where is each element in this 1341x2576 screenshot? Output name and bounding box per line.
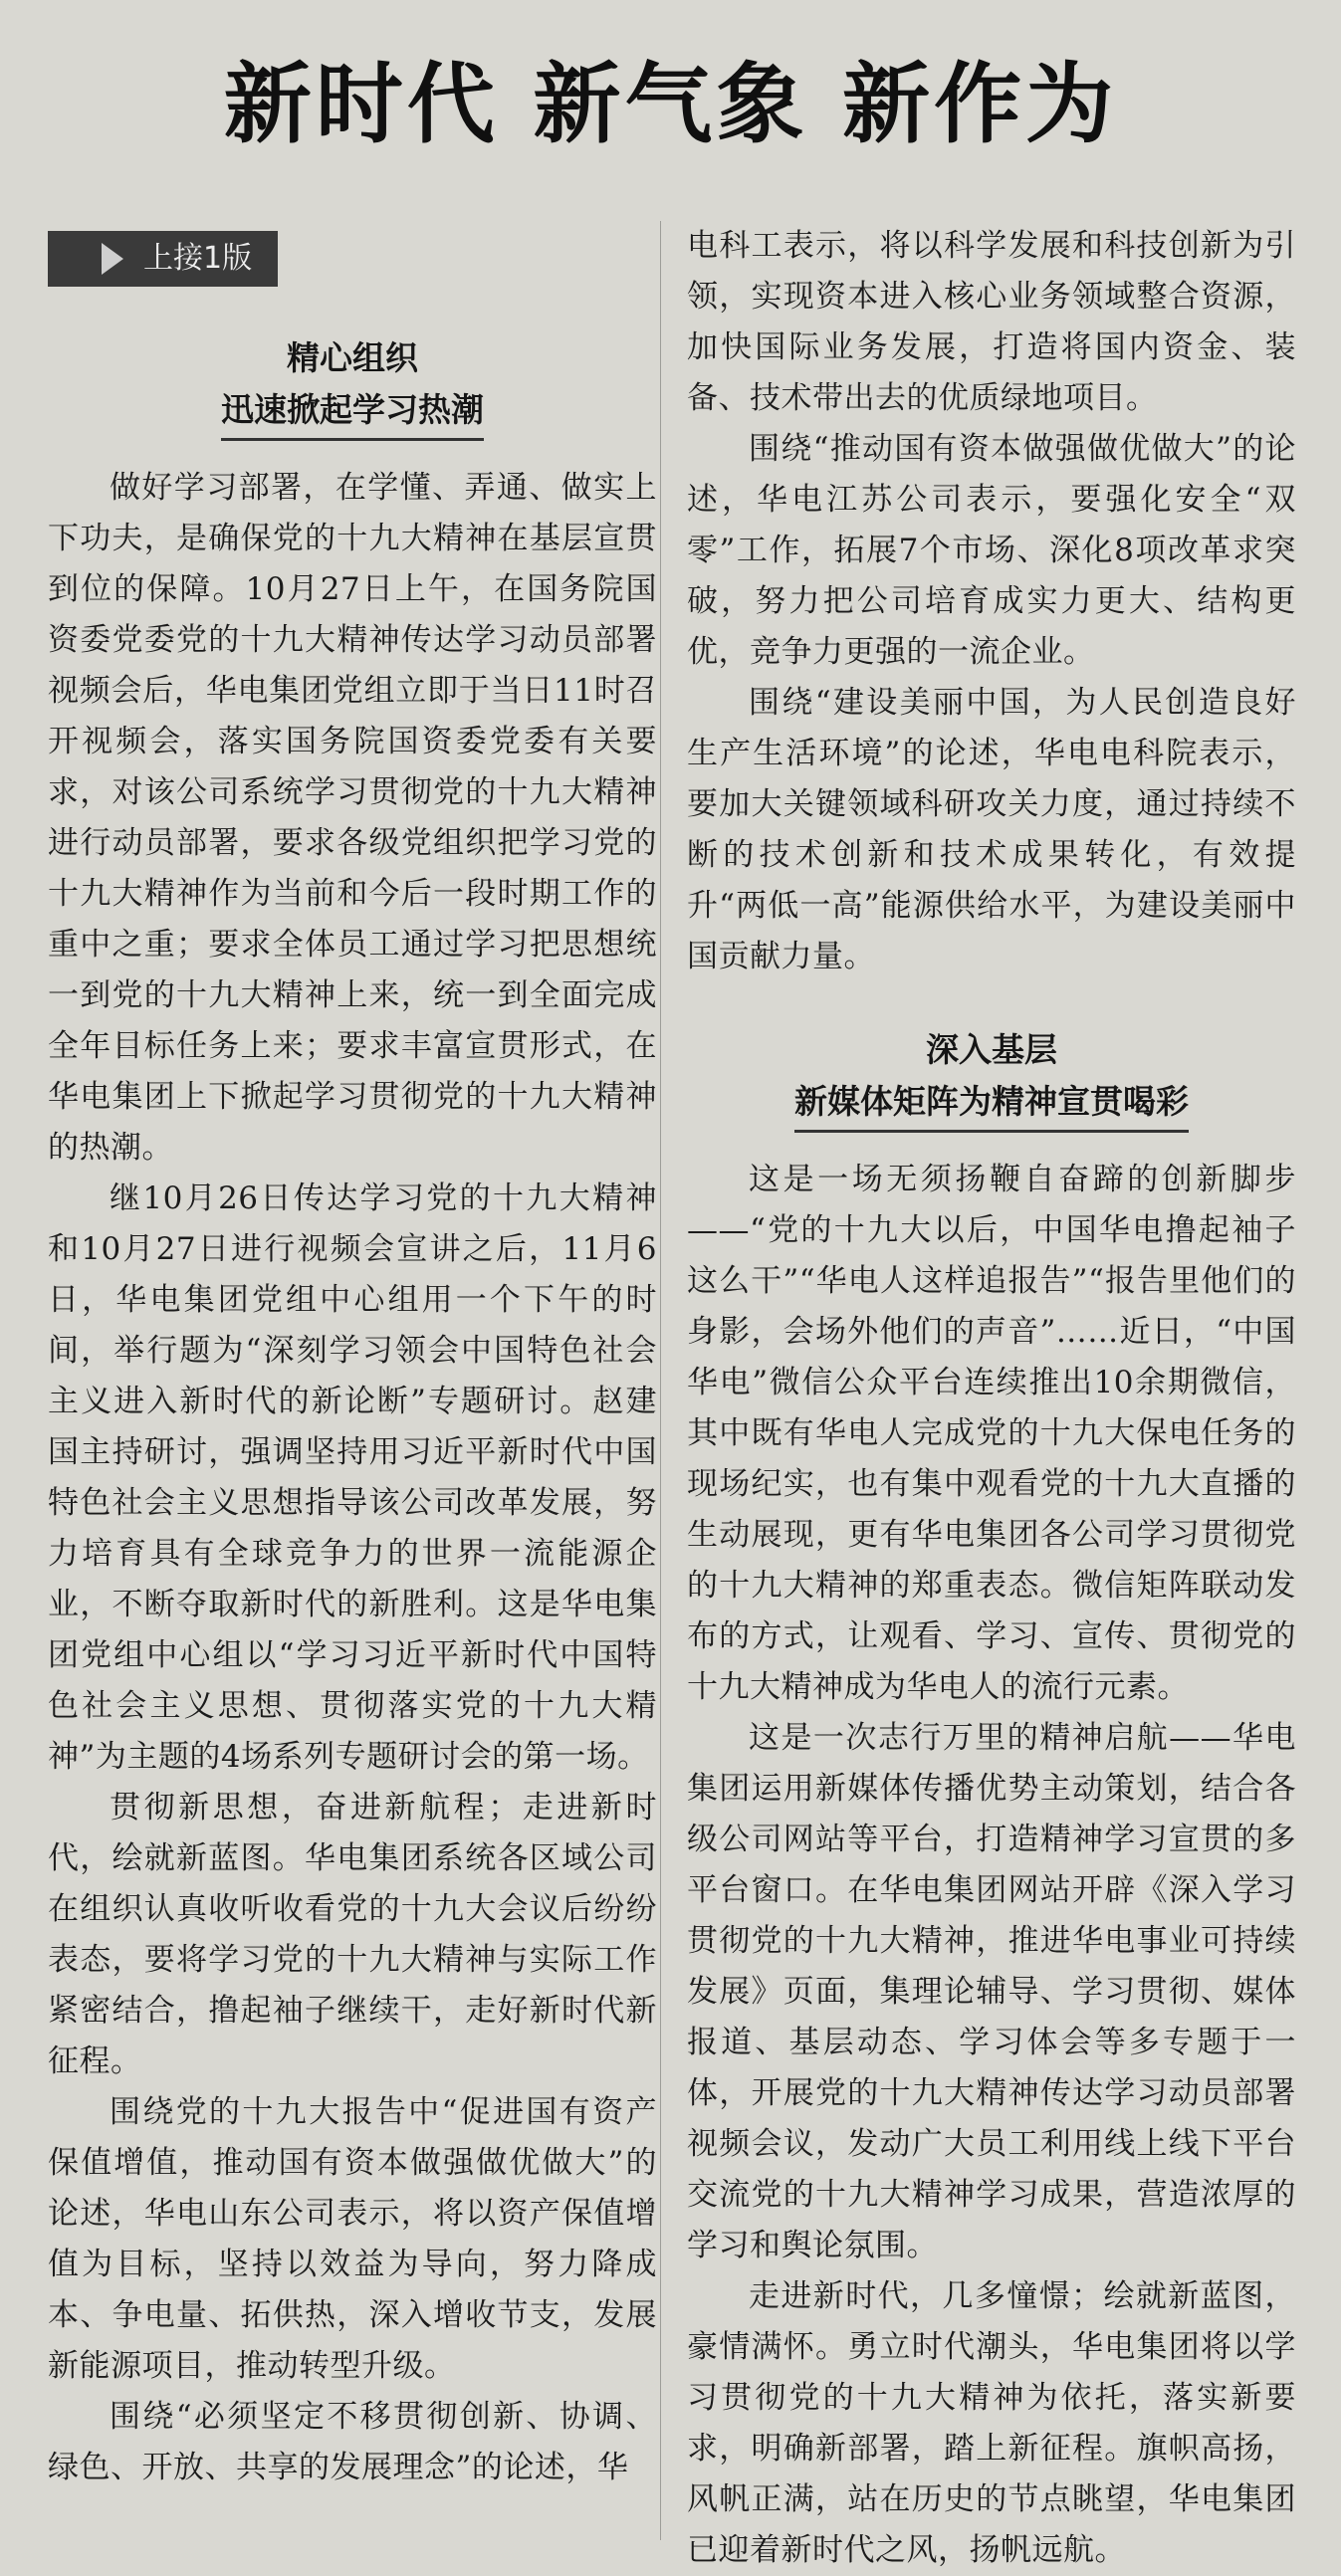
right-paragraph-2: 围绕“建设美丽中国，为人民创造良好生产生活环境”的论述，华电电科院表示，要加大关键领域科研攻关力度，通过持续不断的技术创新和技术成果转化，有效提升“两低一高”能源供给水平，为建设美丽中国贡献力量。 [687,685,1296,974]
right-paragraph-1: 围绕“推动国有资本做强做优做大”的论述，华电江苏公司表示，要强化安全“双零”工作，拓展7个市场、深化8项改革求突破，努力把公司培育成实力更大、结构更优，竞争力更强的一流企业。 [687,431,1296,670]
section1-title: 精心组织 [287,338,418,377]
continued-from-tag [48,231,278,287]
section1-paragraph-2: 继10月26日传达学习党的十九大精神和10月27日进行视频会宣讲之后，11月6日，华电集团党组中心组用一个下午的时间，举行题为“深刻学习领会中国特色社会主义进入新时代的新论断”专题研讨。赵建国主持研讨，强调坚持用习近平新时代中国特色社会主义思想指导该公司改革发展，努力培育具有全球竞争力的世界一流能源企业，不断夺取新时代的新胜利。这是华电集团党组中心组以“学习习近平新时代中国特色社会主义思想、贯彻落实党的十九大精神”为主题的4场系列专题研讨会的第一场。 [48,1181,657,1775]
continuation-paragraph: 电科工表示，将以科学发展和科技创新为引领，实现资本进入核心业务领域整合资源，加快国际业务发展，打造将国内资金、装备、技术带出去的优质绿地项目。 [687,228,1296,416]
section1-heading [48,332,657,441]
right-column [687,221,1296,2576]
column-divider [660,221,661,2540]
section1-paragraph-3: 贯彻新思想，奋进新航程；走进新时代，绘就新蓝图。华电集团系统各区域公司在组织认真收听收看党的十九大会议后纷纷表态，要将学习党的十九大精神与实际工作紧密结合，撸起袖子继续干，走好新时代新征程。 [48,1790,657,2079]
section2-title: 深入基层 [926,1030,1057,1069]
section2-heading [687,1024,1296,1133]
section1-subtitle: 迅速掀起学习热潮 [221,384,484,441]
section1-paragraph-5: 围绕“必须坚定不移贯彻创新、协调、绿色、开放、共享的发展理念”的论述，华 [48,2399,657,2485]
section1-paragraph-4: 围绕党的十九大报告中“促进国有资产保值增值，推动国有资本做强做优做大”的论述，华电山东公司表示，将以资产保值增值为目标，坚持以效益为导向，努力降成本、争电量、拓供热，深入增收节支，发展新能源项目，推动转型升级。 [48,2094,657,2384]
section2-paragraph-1: 这是一场无须扬鞭自奋蹄的创新脚步——“党的十九大以后，中国华电撸起袖子这么干”“华电人这样追报告”“报告里他们的身影，会场外他们的声音”……近日，“中国华电”微信公众平台连续推出10余期微信，其中既有华电人完成党的十九大保电任务的现场纪实，也有集中观看党的十九大直播的生动展现，更有华电集团各公司学习贯彻党的十九大精神的郑重表态。微信矩阵联动发布的方式，让观看、学习、宣传、贯彻党的十九大精神成为华电人的流行元素。 [687,1162,1296,1705]
main-headline: 新时代 新气象 新作为 [223,53,1118,155]
section2-paragraph-2: 这是一次志行万里的精神启航——华电集团运用新媒体传播优势主动策划，结合各级公司网站等平台，打造精神学习宣贯的多平台窗口。在华电集团网站开辟《深入学习贯彻党的十九大精神，推进华电事业可持续发展》页面，集理论辅导、学习贯彻、媒体报道、基层动态、学习体会等多专题于一体，开展党的十九大精神传达学习动员部署视频会议，发动广大员工利用线上线下平台交流党的十九大精神学习成果，营造浓厚的学习和舆论氛围。 [687,1720,1296,2263]
arrow-right-icon [102,243,123,275]
section2-paragraph-3: 走进新时代，几多憧憬；绘就新蓝图，豪情满怀。勇立时代潮头，华电集团将以学习贯彻党的十九大精神为依托，落实新要求，明确新部署，踏上新征程。旗帜高扬，风帆正满，站在历史的节点眺望，华电集团已迎着新时代之风，扬帆远航。 [687,2278,1296,2568]
left-column [48,231,657,2493]
continued-from-label: 上接1版 [143,241,253,276]
section1-paragraph-1: 做好学习部署，在学懂、弄通、做实上下功夫，是确保党的十九大精神在基层宣贯到位的保障。10月27日上午，在国务院国资委党委党的十九大精神传达学习动员部署视频会后，华电集团党组立即于当日11时召开视频会，落实国务院国资委党委有关要求，对该公司系统学习贯彻党的十九大精神进行动员部署，要求各级党组织把学习党的十九大精神作为当前和今后一段时期工作的重中之重；要求全体员工通过学习把思想统一到党的十九大精神上来，统一到全面完成全年目标任务上来；要求丰富宣贯形式，在华电集团上下掀起学习贯彻党的十九大精神的热潮。 [48,470,657,1166]
section2-subtitle: 新媒体矩阵为精神宣贯喝彩 [794,1076,1189,1133]
